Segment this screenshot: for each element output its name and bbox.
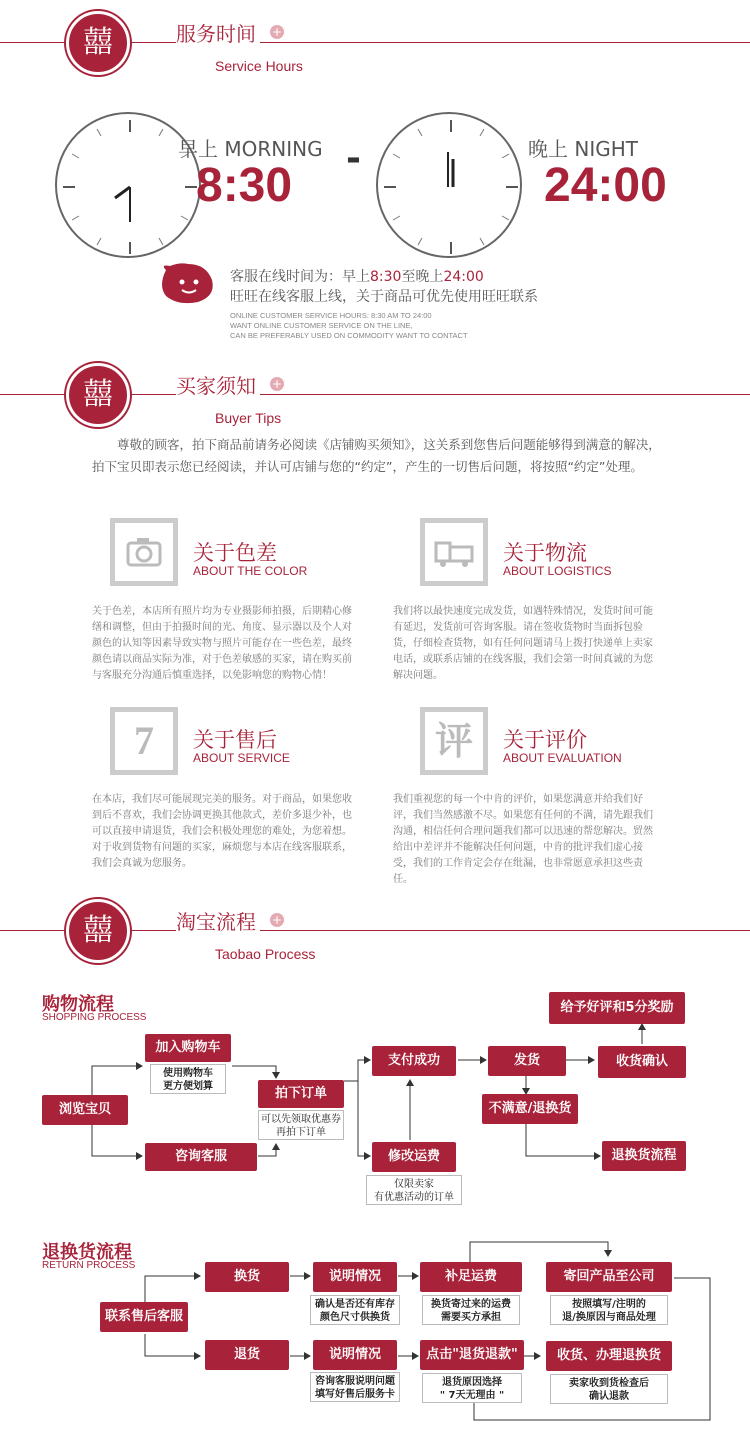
shopping-process-title: 购物流程: [42, 994, 114, 1015]
step-supplement-freight-note: 换货寄过来的运费 需要买方承担: [422, 1295, 520, 1325]
step-add-cart-note: 使用购物车 更方便划算: [150, 1064, 226, 1094]
taobao-process-header: [0, 896, 750, 966]
tip-evaluation-body: 我们重视您的每一个中肯的评价，如果您满意并给我们好评，我们当然感激不尽。如果您有任何的不满，请先跟我们沟通，相信任何合理问题我们都可以迅速的帮您解决。贸然给出中差评并不能解决任何问题，中肯的批评我们虚心接受，我们的工作肯定会存在纰漏，也非常愿意承担这些责任。: [393, 794, 653, 885]
step-click-refund-note: 退货原因选择 " 7天无理由 ": [422, 1373, 522, 1403]
night-label: 晚上 NIGHT: [528, 137, 638, 161]
step-unsatisfied: 不满意/退换货: [482, 1094, 578, 1124]
evaluation-icon: 评: [420, 707, 488, 775]
step-add-cart: 加入购物车: [145, 1034, 231, 1062]
step-send-back-note: 按照填写/注明的 退/换原因与商品处理: [550, 1295, 668, 1325]
step-receive: 收货确认: [598, 1046, 686, 1078]
tip-logistics-subtitle: ABOUT LOGISTICS: [503, 564, 612, 578]
section-title-en: Taobao Process: [215, 946, 316, 962]
step-send-back: 寄回产品至公司: [546, 1262, 672, 1292]
shop-emblem-icon: 囍: [66, 11, 130, 75]
morning-label: 早上 MORNING: [178, 137, 323, 161]
service-note-english: ONLINE CUSTOMER SERVICE HOURS: 8:30 AM TO 24:00 WANT ONLINE CUSTOMER SERVICE ON THE LINE, CAN BE PREFERABLY USED ON COMMODITY WANT TO CONTACT: [230, 311, 468, 340]
seven-icon: 7: [110, 707, 178, 775]
step-browse: 浏览宝贝: [42, 1095, 128, 1125]
tip-logistics-body: 我们将以最快速度完成发货，如遇特殊情况，发货时间可能有延迟，发货前可咨询客服。请在签收货物时当面拆包验货，仔细检查货物，如有任何问题请马上拨打快递单上卖家电话，或联系店铺的在线客服，我们会第一时间真诚的为您解决问题。: [393, 606, 653, 681]
tip-logistics-title: 关于物流: [503, 541, 587, 565]
step-explain-2-note: 咨询客服说明问题 填写好售后服务卡: [310, 1372, 400, 1402]
step-modify-freight: 修改运费: [372, 1142, 456, 1172]
tip-color-body: 关于色差，本店所有照片均为专业摄影师拍摄，后期精心修缮和调整，但由于拍摄时间的光、角度、显示器以及个人对颜色的认知等因素导致实物与照片可能存在一些色差，最终颜色请以商品实际为准，对于色差敏感的买家，请在购买前与客服充分沟通后慎重选择，以免影响您的购物心情！: [92, 606, 352, 681]
step-exchange: 换货: [205, 1262, 289, 1292]
shop-emblem-icon: 囍: [66, 899, 130, 963]
step-refund: 退货: [205, 1340, 289, 1370]
section-title-cn: 买家须知: [176, 370, 260, 399]
tip-color-subtitle: ABOUT THE COLOR: [193, 564, 308, 578]
section-title-en: Service Hours: [215, 58, 303, 74]
tip-service-title: 关于售后: [193, 728, 277, 752]
tip-evaluation-title: 关于评价: [503, 728, 587, 752]
tip-color-title: 关于色差: [193, 541, 277, 565]
step-explain-1-note: 确认是否还有库存 颜色尺寸供换货: [310, 1295, 400, 1325]
step-explain-2: 说明情况: [313, 1340, 397, 1370]
step-contact-support: 联系售后客服: [100, 1302, 188, 1332]
step-order-note: 可以先领取优惠券 再拍下订单: [258, 1110, 344, 1140]
service-note-line1: 客服在线时间为：早上8:30至晚上24:00: [230, 269, 484, 285]
truck-icon: [420, 518, 488, 586]
plus-icon: +: [271, 25, 283, 39]
section-title-cn: 服务时间: [176, 18, 260, 47]
step-order: 拍下订单: [258, 1080, 344, 1108]
step-reward: 给予好评和5分奖励: [549, 992, 685, 1024]
tip-evaluation-subtitle: ABOUT EVALUATION: [503, 751, 622, 765]
service-hours-header: [0, 8, 750, 78]
buyer-intro: 尊敬的顾客，拍下商品前请务必阅读《店铺购买须知》，这关系到您售后问题能够得到满意的解决，拍下宝贝即表示您已经阅读，并认可店铺与您的“约定”，产生的一切售后问题，将按照“约定”处理。: [92, 437, 661, 474]
step-modify-freight-note: 仅限卖家 有优惠活动的订单: [366, 1175, 462, 1205]
step-ship: 发货: [488, 1046, 566, 1076]
step-receive-handle-note: 卖家收到货检查后 确认退款: [550, 1374, 668, 1404]
step-click-refund: 点击"退货退款": [420, 1340, 524, 1370]
step-supplement-freight: 补足运费: [420, 1262, 522, 1292]
tip-service-subtitle: ABOUT SERVICE: [193, 751, 290, 765]
section-title-en: Buyer Tips: [215, 410, 282, 426]
return-process-subtitle: RETURN PROCESS: [42, 1260, 136, 1271]
step-pay: 支付成功: [372, 1046, 456, 1076]
shop-emblem-icon: 囍: [66, 363, 130, 427]
step-return-flow: 退换货流程: [602, 1141, 686, 1171]
night-clock-icon: [376, 112, 522, 258]
wangwang-icon: [158, 262, 216, 304]
step-receive-handle: 收货、办理退换货: [546, 1341, 672, 1371]
step-consult: 咨询客服: [145, 1143, 257, 1171]
buyer-tips-header: [0, 360, 750, 430]
return-process-title: 退换货流程: [42, 1242, 132, 1263]
time-separator: -: [346, 138, 361, 179]
service-note-line2: 旺旺在线客服上线，关于商品可优先使用旺旺联系: [230, 289, 538, 305]
plus-icon: +: [271, 913, 283, 927]
night-time: 24:00: [544, 159, 667, 212]
plus-icon: +: [271, 377, 283, 391]
step-explain-1: 说明情况: [313, 1262, 397, 1292]
shopping-process-subtitle: SHOPPING PROCESS: [42, 1012, 147, 1023]
section-title-cn: 淘宝流程: [176, 906, 260, 935]
morning-time: 8:30: [196, 159, 293, 212]
camera-icon: [110, 518, 178, 586]
tip-service-body: 在本店，我们尽可能展现完美的服务。对于商品，如果您收到后不喜欢，我们会协调更换其他款式，差价多退少补，也可以直接申请退货，我们会积极处理您的难处，为您着想。对于收到货物有问题的买家，麻烦您与本店在线客服联系，我们会真诚为您服务。: [92, 794, 352, 869]
